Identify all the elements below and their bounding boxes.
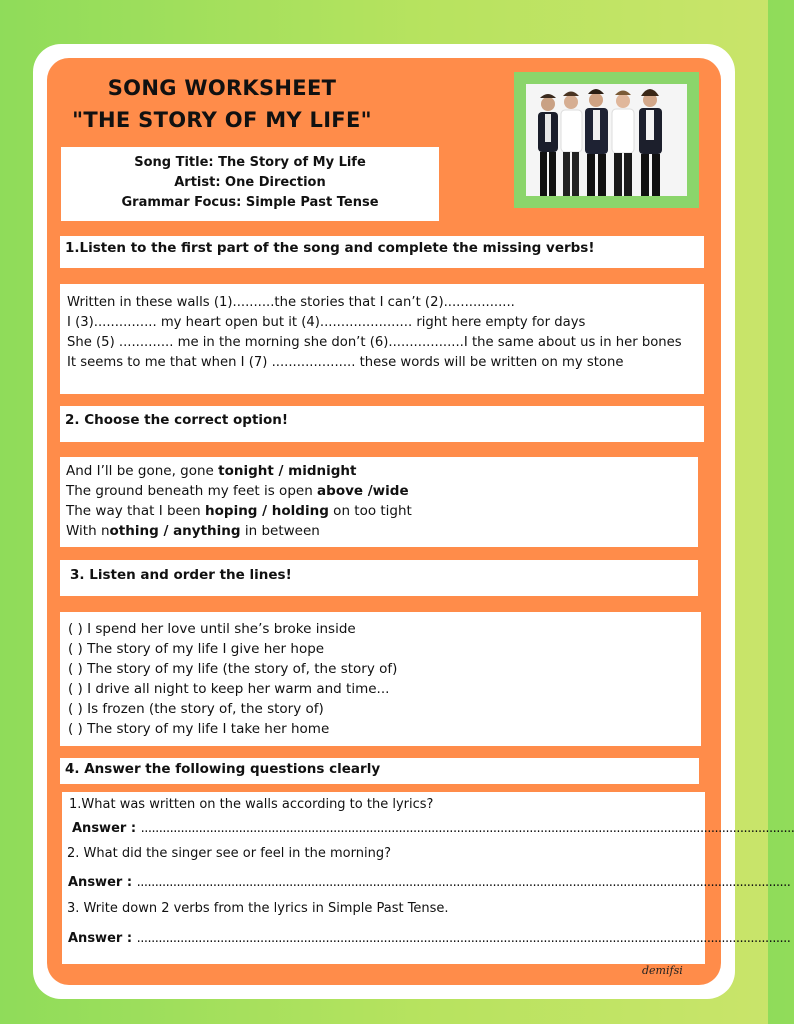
lyric-line: She (5) ............. me in the morning she don’t (6)..................I the same about us in her bones [67, 335, 682, 350]
artist-text: Artist: One Direction [174, 175, 326, 190]
signature: demifsi [642, 964, 683, 977]
grammar-focus-text: Grammar Focus: Simple Past Tense [121, 195, 379, 210]
section-4-questions-box [62, 792, 794, 964]
question-1: 1.What was written on the walls according to the lyrics? [69, 797, 434, 812]
section-2-heading: 2. Choose the correct option! [65, 412, 289, 428]
order-line[interactable]: ( ) Is frozen (the story of, the story of) [68, 701, 324, 717]
section-1-heading: 1.Listen to the first part of the song and complete the missing verbs! [65, 240, 595, 256]
order-line[interactable]: ( ) I spend her love until she’s broke inside [68, 621, 356, 637]
section-3-order-box [60, 612, 701, 746]
song-info-box [61, 147, 439, 221]
section-3-heading-box [60, 560, 698, 596]
band-photo-frame [514, 72, 699, 208]
option-choice[interactable]: tonight / midnight [218, 463, 357, 479]
option-line: With nothing / anything in between [66, 523, 320, 539]
lyric-line: It seems to me that when I (7) .................... these words will be written on my stone [67, 355, 624, 370]
question-2: 2. What did the singer see or feel in the morning? [67, 846, 391, 861]
song-title-text: Song Title: The Story of My Life [134, 155, 366, 170]
section-4-heading: 4. Answer the following questions clearly [65, 761, 381, 777]
section-1-lyrics-box [60, 284, 704, 394]
question-3: 3. Write down 2 verbs from the lyrics in Simple Past Tense. [67, 901, 449, 916]
option-choice[interactable]: hoping / holding [205, 503, 329, 519]
band-photo-illustration [526, 84, 687, 196]
lyric-line: Written in these walls (1)..........the stories that I can’t (2)................. [67, 295, 515, 310]
order-line[interactable]: ( ) The story of my life (the story of, the story of) [68, 661, 398, 677]
title-line-1: SONG WORKSHEET [107, 76, 337, 100]
section-3-heading: 3. Listen and order the lines! [70, 567, 292, 583]
answer-3-line[interactable]: Answer : .................................................................................................................................................................................... [68, 931, 791, 946]
answer-1-line[interactable]: Answer : .................................................................................................................................................................................... [72, 821, 794, 836]
section-4-heading-box [60, 758, 699, 784]
section-2-heading-box [60, 406, 704, 442]
option-choice[interactable]: othing / anything [109, 523, 241, 539]
band-photo [526, 84, 687, 196]
worksheet-title [62, 72, 382, 136]
option-line: And I’ll be gone, gone tonight / midnight [66, 463, 357, 479]
order-line[interactable]: ( ) I drive all night to keep her warm and time... [68, 681, 390, 697]
section-1-heading-box [60, 236, 704, 268]
option-line: The ground beneath my feet is open above /wide [66, 483, 409, 499]
lyric-line: I (3)............... my heart open but it (4)...................... right here empty for days [67, 315, 586, 330]
answer-2-line[interactable]: Answer : .................................................................................................................................................................................... [68, 875, 791, 890]
option-line: The way that I been hoping / holding on too tight [66, 503, 412, 519]
option-choice[interactable]: above /wide [317, 483, 409, 499]
order-line[interactable]: ( ) The story of my life I give her hope [68, 641, 325, 657]
order-line[interactable]: ( ) The story of my life I take her home [68, 721, 330, 737]
title-line-2: "THE STORY OF MY LIFE" [72, 108, 372, 132]
section-2-options-box [60, 457, 698, 547]
